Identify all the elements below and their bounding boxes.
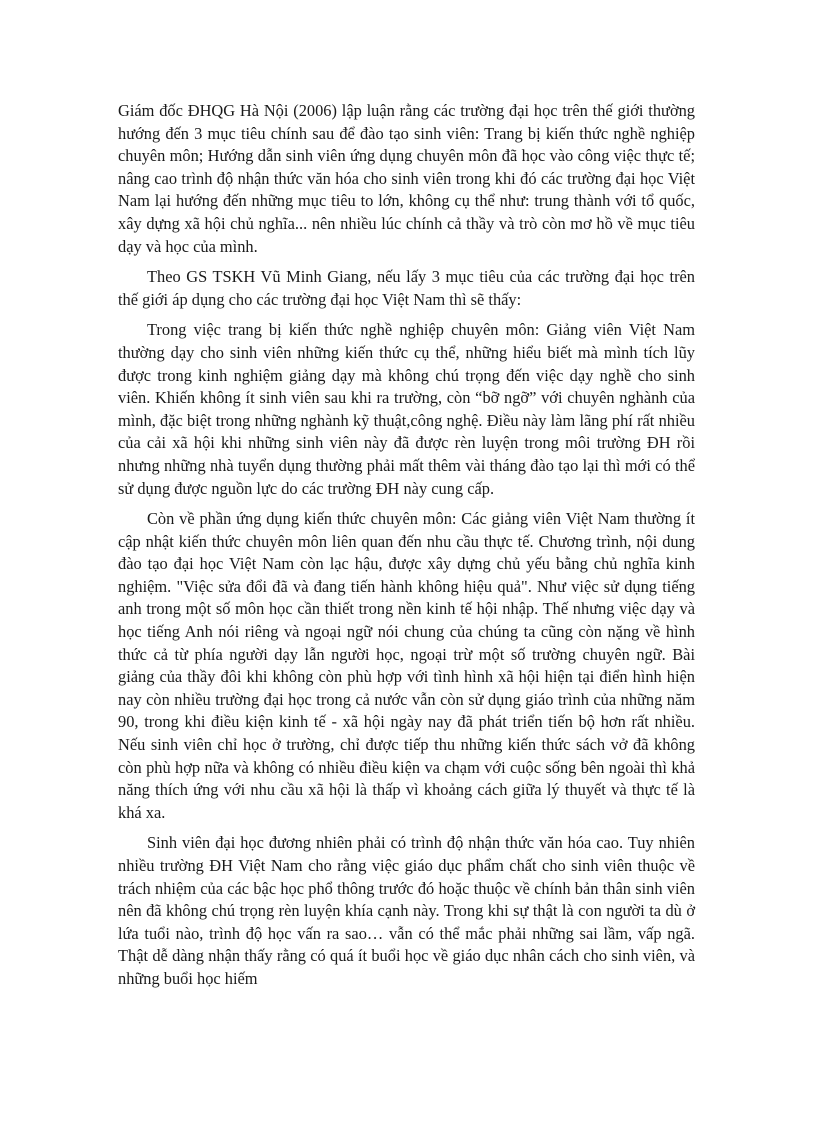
paragraph-5: Sinh viên đại học đương nhiên phải có trình độ nhận thức văn hóa cao. Tuy nhiên nhiều trường ĐH Việt Nam cho rằng việc giáo dục phẩm chất cho sinh viên thuộc về trách nhiệm của các bậc học phổ thông trước đó hoặc thuộc về chính bản thân sinh viên nên đã không chú trọng rèn luyện khía cạnh này. Trong khi sự thật là con người ta dù ở lứa tuổi nào, trình độ học vấn ra sao… vẫn có thể mắc phải những sai lầm, vấp ngã. Thật dễ dàng nhận thấy rằng có quá ít buổi học về giáo dục nhân cách cho sinh viên, và những buổi học hiếm (118, 833, 695, 988)
paragraph-4: Còn về phần ứng dụng kiến thức chuyên môn: Các giảng viên Việt Nam thường ít cập nhật kiến thức chuyên môn liên quan đến nhu cầu thực tế. Chương trình, nội dung đào tạo đại học Việt Nam còn lạc hậu, được xây dựng chủ yếu bằng chủ nghĩa kinh nghiệm. "Việc sửa đổi đã và đang tiến hành không hiệu quả". Như việc sử dụng tiếng anh trong một số môn học cần thiết trong nền kinh tế hội nhập. Thế nhưng việc dạy và học tiếng Anh nói riêng và ngoại ngữ nói chung của chúng ta cũng còn nặng về hình thức cả từ phía người dạy lẫn người học, ngoại trừ một số trường chuyên ngữ. Bài giảng của thầy đôi khi không còn phù hợp với tình hình xã hội hiện tại điển hình hiện nay còn nhiều trường đại học trong cả nước vẫn còn sử dụng giáo trình của những năm 90, trong khi điều kiện kinh tế - xã hội ngày nay đã phát triển tiến bộ hơn rất nhiều. Nếu sinh viên chỉ học ở trường, chỉ được tiếp thu những kiến thức sách vở đã không còn phù hợp nữa và không có nhiều điều kiện va chạm với cuộc sống bên ngoài thì khả năng thích ứng với nhu cầu xã hội là thấp vì khoảng cách giữa lý thuyết và thực tế là khá xa. (118, 509, 695, 822)
paragraph-3: Trong việc trang bị kiến thức nghề nghiệp chuyên môn: Giảng viên Việt Nam thường dạy cho sinh viên những kiến thức cụ thể, những hiểu biết mà mình tích lũy được trong kinh nghiệm giảng dạy mà không chú trọng đến việc dạy nghề cho sinh viên. Khiến không ít sinh viên sau khi ra trường, còn “bỡ ngỡ” với chuyên nghành của mình, đặc biệt trong những nghành kỹ thuật,công nghệ. Điều này làm lãng phí rất nhiều của cải xã hội khi những sinh viên này đã được rèn luyện trong môi trường ĐH rồi nhưng những nhà tuyển dụng thường phải mất thêm vài tháng đào tạo lại thì mới có thể sử dụng được nguồn lực do các trường ĐH này cung cấp. (118, 320, 695, 498)
document-body (118, 100, 695, 999)
paragraph-1: Giám đốc ĐHQG Hà Nội (2006) lập luận rằng các trường đại học trên thế giới thường hướng đến 3 mục tiêu chính sau để đào tạo sinh viên: Trang bị kiến thức nghề nghiệp chuyên môn; Hướng dẫn sinh viên ứng dụng chuyên môn đã học vào công việc thực tế; nâng cao trình độ nhận thức văn hóa cho sinh viên trong khi đó các trường đại học Việt Nam lại hướng đến những mục tiêu to lớn, không cụ thể như: trung thành với tổ quốc, xây dựng xã hội chủ nghĩa... nên nhiều lúc chính cả thầy và trò còn mơ hồ về mục tiêu dạy và học của mình. (118, 101, 695, 256)
paragraph-2: Theo GS TSKH Vũ Minh Giang, nếu lấy 3 mục tiêu của các trường đại học trên thế giới áp dụng cho các trường đại học Việt Nam thì sẽ thấy: (118, 267, 695, 309)
